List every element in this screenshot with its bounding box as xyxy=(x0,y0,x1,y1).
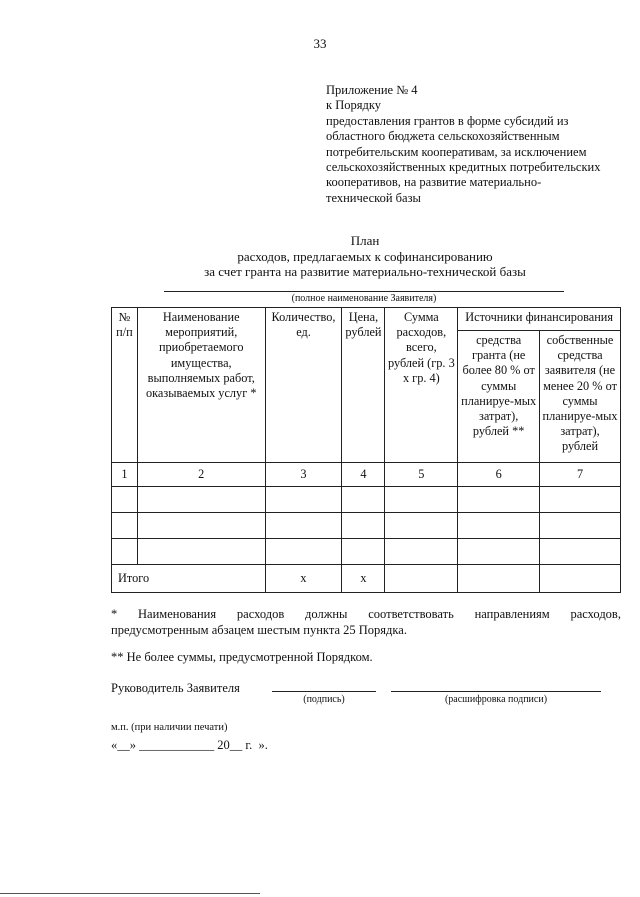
header-no: № п/п xyxy=(112,308,138,463)
appendix-line: предоставления грантов в форме субсидий из xyxy=(326,113,569,128)
col-number: 2 xyxy=(137,463,265,487)
table-cell[interactable] xyxy=(540,539,621,565)
table-row[interactable] xyxy=(112,487,621,513)
footnote-word: расходов, xyxy=(570,607,621,621)
table-header-row xyxy=(112,308,621,331)
appendix-line: технической базы xyxy=(326,190,421,205)
appendix-line: потребительским кооперативам, за исключением xyxy=(326,144,587,159)
signature-caption: (подпись) xyxy=(303,694,345,705)
plan-title-line: расходов, предлагаемых к софинансированию xyxy=(237,248,493,264)
plan-title xyxy=(150,233,580,280)
appendix-line: Приложение № 4 xyxy=(326,83,418,97)
column-numbers-row xyxy=(112,463,621,487)
total-grant[interactable] xyxy=(458,565,540,593)
footnote-1-line-2: предусмотренным абзацем шестым пункта 25 Порядка. xyxy=(111,623,407,637)
table-cell[interactable] xyxy=(112,513,138,539)
page-number: 33 xyxy=(313,36,327,51)
expense-plan-table xyxy=(111,307,621,593)
appendix-line: сельскохозяйственных кредитных потребительских xyxy=(326,160,601,175)
table-cell[interactable] xyxy=(265,513,342,539)
header-name: Наименование мероприятий, приобретаемого имущества, выполняемых работ, оказываемых услуг * xyxy=(137,308,265,463)
footnote-2: ** Не более суммы, предусмотренной Порядком. xyxy=(111,650,373,664)
table-cell[interactable] xyxy=(385,487,458,513)
plan-title-line: за счет гранта на развитие материально-технической базы xyxy=(204,264,526,279)
table-cell[interactable] xyxy=(112,539,138,565)
table-row[interactable] xyxy=(112,513,621,539)
table-cell[interactable] xyxy=(137,487,265,513)
stamp-label: м.п. (при наличии печати) xyxy=(111,722,228,733)
head-of-applicant-label: Руководитель Заявителя xyxy=(111,681,240,695)
header-sum: Сумма расходов, всего, рублей (гр. 3 х гр. 4) xyxy=(385,308,458,463)
total-price: х xyxy=(342,565,385,593)
header-qty: Количество, ед. xyxy=(265,308,342,463)
bottom-divider xyxy=(0,893,260,894)
footnote-word: должны xyxy=(305,607,348,621)
table-cell[interactable] xyxy=(137,513,265,539)
table-cell[interactable] xyxy=(265,539,342,565)
col-number: 6 xyxy=(458,463,540,487)
footnote-word: Наименования xyxy=(138,607,217,621)
total-row xyxy=(112,565,621,593)
table-cell[interactable] xyxy=(137,539,265,565)
signature-line[interactable] xyxy=(272,691,376,692)
applicant-name-line[interactable] xyxy=(164,291,564,292)
table-cell[interactable] xyxy=(342,539,385,565)
footnote-1 xyxy=(111,606,621,638)
appendix-line: кооперативов, на развитие материально- xyxy=(326,175,542,190)
header-sources: Источники финансирования xyxy=(458,308,621,331)
table-cell[interactable] xyxy=(458,487,540,513)
header-grant: средства гранта (не более 80 % от суммы планируе-мых затрат), рублей ** xyxy=(458,331,540,463)
footnote-word: * xyxy=(111,607,118,621)
date-line[interactable]: «__» ____________ 20__ г. ». xyxy=(111,738,268,752)
table-cell[interactable] xyxy=(265,487,342,513)
table-cell[interactable] xyxy=(458,513,540,539)
table-cell[interactable] xyxy=(385,513,458,539)
table-cell[interactable] xyxy=(342,487,385,513)
table-cell[interactable] xyxy=(342,513,385,539)
table-cell[interactable] xyxy=(385,539,458,565)
plan-title-line: План xyxy=(350,233,380,248)
table-cell[interactable] xyxy=(458,539,540,565)
signature-decode-caption: (расшифровка подписи) xyxy=(444,694,548,705)
total-label: Итого xyxy=(112,565,266,593)
col-number: 5 xyxy=(385,463,458,487)
table-row[interactable] xyxy=(112,539,621,565)
header-own: собственные средства заявителя (не менее 20 % от суммы планируе-мых затрат), рублей xyxy=(540,331,621,463)
applicant-name-caption: (полное наименование Заявителя) xyxy=(291,293,437,304)
footnote-word: расходов xyxy=(236,607,285,621)
total-own[interactable] xyxy=(540,565,621,593)
footnote-word: соответствовать xyxy=(368,607,454,621)
total-qty: х xyxy=(265,565,342,593)
table-cell[interactable] xyxy=(540,487,621,513)
table-cell[interactable] xyxy=(112,487,138,513)
header-price: Цена, рублей xyxy=(342,308,385,463)
footnote-word: направлениям xyxy=(474,607,550,621)
col-number: 1 xyxy=(112,463,138,487)
signature-decode-line[interactable] xyxy=(391,691,601,692)
col-number: 4 xyxy=(342,463,385,487)
appendix-line: к Порядку xyxy=(326,98,381,113)
appendix-line: областного бюджета сельскохозяйственным xyxy=(326,129,560,144)
appendix-header xyxy=(326,83,626,206)
table-cell[interactable] xyxy=(540,513,621,539)
total-sum[interactable] xyxy=(385,565,458,593)
col-number: 3 xyxy=(265,463,342,487)
col-number: 7 xyxy=(540,463,621,487)
